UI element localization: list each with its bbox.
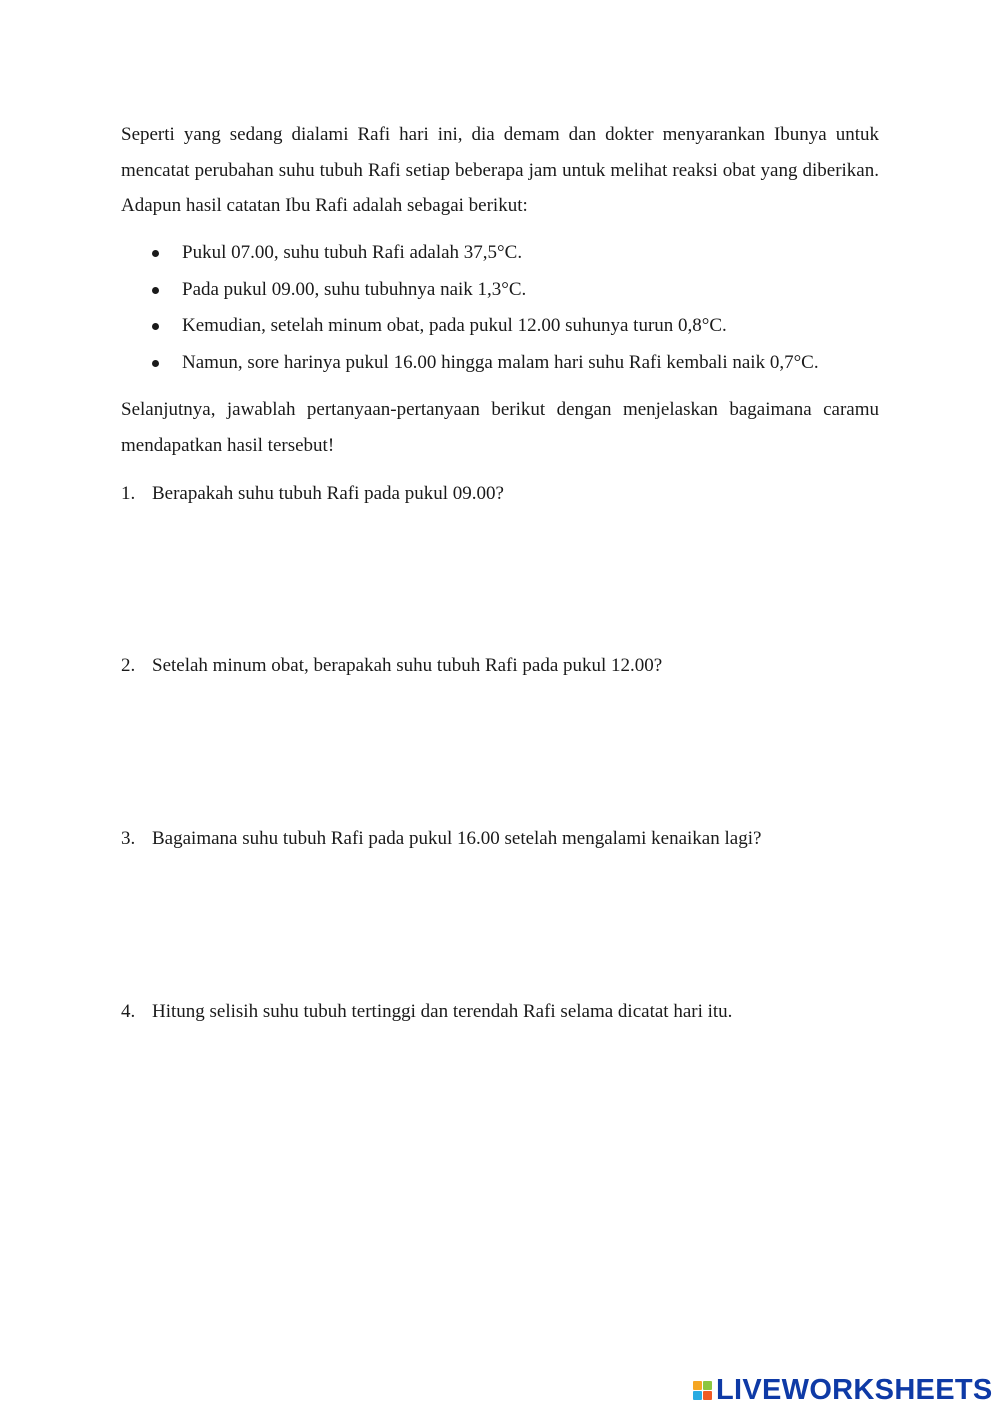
question-number: 2. (121, 655, 136, 676)
bullet-icon (152, 360, 159, 367)
logo-square-icon (693, 1381, 702, 1390)
bullet-icon (152, 287, 159, 294)
logo-square-icon (693, 1391, 702, 1400)
logo-square-icon (703, 1381, 712, 1390)
fact-text: Namun, sore harinya pukul 16.00 hingga malam hari suhu Rafi kembali naik 0,7°C. (182, 351, 819, 373)
question-text: Hitung selisih suhu tubuh tertinggi dan terendah Rafi selama dicatat hari itu. (152, 1001, 733, 1022)
question-4 (121, 997, 881, 1027)
fact-text: Pada pukul 09.00, suhu tubuhnya naik 1,3°C. (182, 278, 527, 300)
fact-item (121, 345, 881, 382)
logo-mark-icon (693, 1381, 712, 1400)
question-number: 1. (121, 483, 136, 504)
question-3 (121, 824, 881, 854)
bullet-icon (152, 323, 159, 330)
logo-square-icon (703, 1391, 712, 1400)
fact-text: Kemudian, setelah minum obat, pada pukul 12.00 suhunya turun 0,8°C. (182, 315, 727, 336)
fact-item (121, 235, 881, 272)
fact-item (121, 272, 881, 309)
question-number: 3. (121, 828, 136, 849)
temperature-facts-list (121, 235, 881, 381)
question-2 (121, 651, 881, 681)
fact-item (121, 308, 881, 345)
fact-text: Pukul 07.00, suhu tubuh Rafi adalah 37,5°C. (182, 242, 523, 263)
liveworksheets-logo (693, 1374, 993, 1406)
instruction-paragraph: Selanjutnya, jawablah pertanyaan-pertanyaan berikut dengan menjelaskan bagaimana caramu mendapatkan hasil tersebut! (121, 399, 879, 456)
intro-paragraph: Seperti yang sedang dialami Rafi hari ini, dia demam dan dokter menyarankan Ibunya untuk mencatat perubahan suhu tubuh Rafi setiap beberapa jam untuk melihat reaksi obat yang diberikan. Adapun hasil catatan Ibu Rafi adalah sebagai berikut: (121, 124, 879, 216)
question-1 (121, 479, 881, 509)
question-text: Bagaimana suhu tubuh Rafi pada pukul 16.00 setelah mengalami kenaikan lagi? (152, 828, 762, 849)
logo-text: LIVEWORKSHEETS (716, 1374, 993, 1406)
bullet-icon (152, 250, 159, 257)
question-text: Berapakah suhu tubuh Rafi pada pukul 09.00? (152, 483, 504, 504)
question-number: 4. (121, 1001, 136, 1022)
question-text: Setelah minum obat, berapakah suhu tubuh Rafi pada pukul 12.00? (152, 655, 663, 676)
